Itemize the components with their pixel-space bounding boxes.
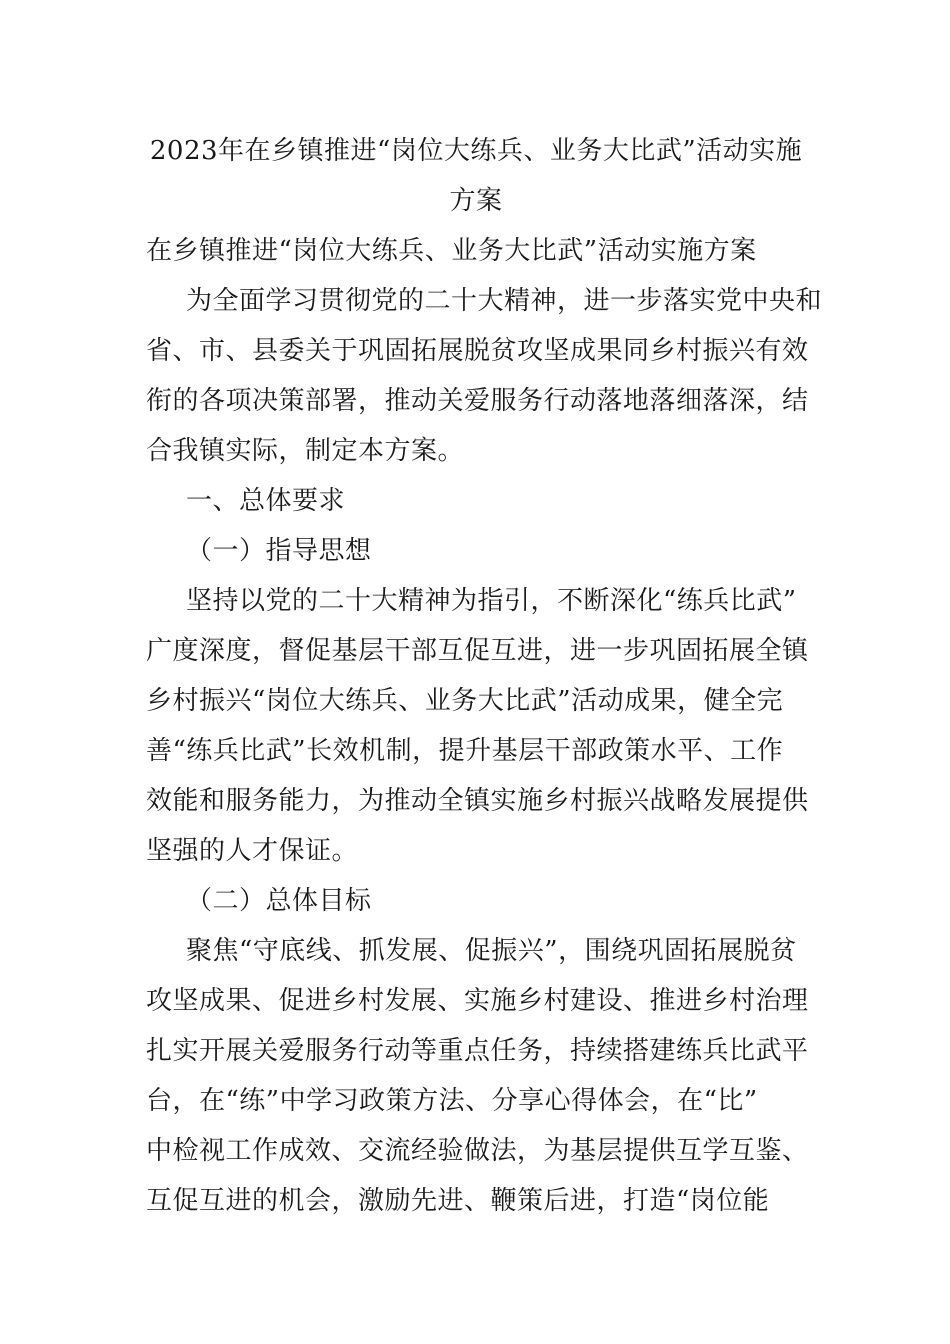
body-line: 衔的各项决策部署，推动关爱服务行动落地落细落深，结 bbox=[146, 386, 809, 416]
subsection-heading: （一）指导思想 bbox=[186, 536, 372, 566]
body-line: 广度深度，督促基层干部互促互进，进一步巩固拓展全镇 bbox=[146, 636, 809, 666]
document-subtitle: 在乡镇推进“岗位大练兵、业务大比武”活动实施方案 bbox=[146, 236, 757, 266]
body-line: 善“练兵比武”长效机制，提升基层干部政策水平、工作 bbox=[146, 736, 784, 766]
body-line: 为全面学习贯彻党的二十大精神，进一步落实党中央和 bbox=[186, 286, 823, 316]
body-line: 聚焦“守底线、抓发展、促振兴”，围绕巩固拓展脱贫 bbox=[186, 936, 797, 966]
section-heading: 一、总体要求 bbox=[186, 486, 346, 516]
body-line: 坚强的人才保证。 bbox=[146, 836, 359, 866]
body-line: 乡村振兴“岗位大练兵、业务大比武”活动成果，健全完 bbox=[146, 686, 784, 716]
document-title-line-1: 2023年在乡镇推进“岗位大练兵、业务大比武”活动实施 bbox=[149, 136, 803, 166]
body-line: 合我镇实际，制定本方案。 bbox=[146, 436, 465, 466]
body-line: 台，在“练”中学习政策方法、分享心得体会，在“比” bbox=[146, 1086, 758, 1116]
body-line: 互促互进的机会，激励先进、鞭策后进，打造“岗位能 bbox=[146, 1186, 770, 1216]
subsection-heading: （二）总体目标 bbox=[186, 886, 372, 916]
body-line: 扎实开展关爱服务行动等重点任务，持续搭建练兵比武平 bbox=[146, 1036, 809, 1066]
body-line: 省、市、县委关于巩固拓展脱贫攻坚成果同乡村振兴有效 bbox=[146, 336, 809, 366]
document-title-line-2: 方案 bbox=[449, 186, 503, 216]
body-line: 攻坚成果、促进乡村发展、实施乡村建设、推进乡村治理 bbox=[146, 986, 809, 1016]
body-line: 效能和服务能力，为推动全镇实施乡村振兴战略发展提供 bbox=[146, 786, 809, 816]
body-line: 中检视工作成效、交流经验做法，为基层提供互学互鉴、 bbox=[146, 1136, 809, 1166]
body-line: 坚持以党的二十大精神为指引，不断深化“练兵比武” bbox=[186, 586, 797, 616]
